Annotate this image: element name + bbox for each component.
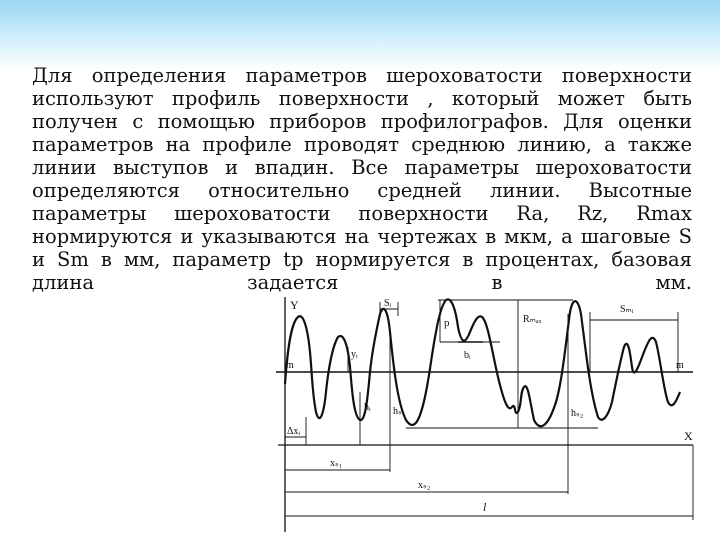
h-s1-label: hₛ₁ (393, 406, 406, 417)
mean-line-left-label: m (286, 360, 294, 371)
slide-paragraph: Для определения параметров шероховатости поверхности используют профиль поверхности , который может быть получен с помощью приборов профилографов. Для оценки параметров на профиле проводят среднюю линию, а также линии выступов и впадин. Все параметры шероховатости определяются относительно средней линии. Высотные параметры шероховатости поверхности Ra, Rz, Rmax нормируются и указываются на чертежах в мкм, а шаговые S и Sm в мм, параметр tp нормируется в процентах, базовая длина задается в мм. (32, 64, 692, 294)
l-label: l (483, 500, 487, 514)
mean-line-right-label: m (676, 360, 684, 371)
h-s2-label: hₛ₂ (571, 408, 584, 419)
header-gradient-band (0, 0, 720, 70)
x-s1-label: xₛ₁ (330, 458, 343, 469)
b-i-label: bᵢ (464, 350, 471, 361)
h-i-label: hᵢ (364, 402, 371, 413)
p-label: p (444, 317, 450, 329)
s-i-label: Sᵢ (384, 298, 392, 309)
x-axis-label: X (684, 429, 693, 443)
surface-profile-diagram (268, 292, 708, 537)
roughness-profile-curve (285, 299, 680, 426)
r-max-label: Rₘₐₓ (523, 314, 542, 325)
y-axis-label: Y (290, 298, 299, 312)
dx-i-label: Δxᵢ (287, 426, 301, 437)
x-s2-label: xₛ₂ (418, 480, 431, 491)
y-i-label: yᵢ (351, 349, 358, 360)
s-mi-label: Sₘᵢ (620, 304, 634, 315)
